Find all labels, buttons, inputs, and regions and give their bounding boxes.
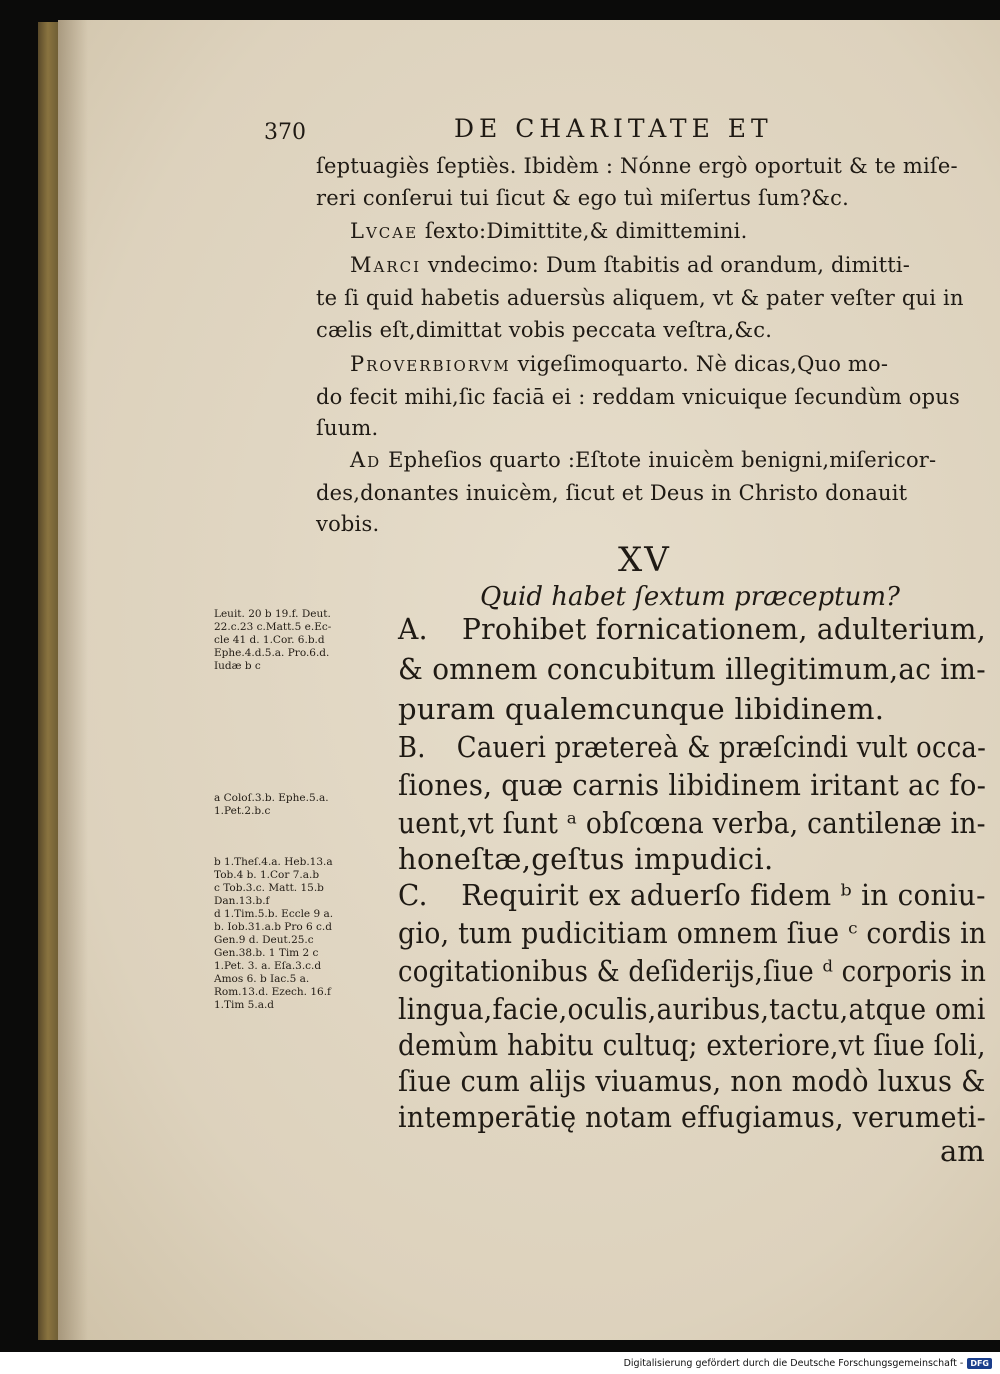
gutter-shadow — [58, 20, 88, 1340]
answer-line: gio, tum pudicitiam omnem ſiue ᶜ cordis in — [398, 916, 987, 950]
chapter-number: XV — [618, 540, 671, 580]
footer-credit-text: Digitalisierung gefördert durch die Deutsche Forschungsgemeinschaft - — [623, 1358, 964, 1369]
body-line: ſeptuagiès ſeptiès. Ibidèm : Nónne ergò oportuit & te miſe- — [316, 154, 958, 178]
dfg-logo-icon: DFG — [967, 1358, 992, 1369]
body-line: do fecit mihi,ſic faciā ei : reddam vnicuique ſecundùm opus — [316, 385, 960, 409]
answer-line: A. Prohibet fornicationem, adulterium, — [398, 612, 986, 646]
footer-credit — [624, 1358, 992, 1369]
running-head: DE CHARITATE ET — [454, 114, 773, 143]
answer-line: ſiones, quæ carnis libidinem iritant ac fo- — [398, 768, 987, 802]
body-line: te ſi quid habetis aduersùs aliquem, vt & pater veſter qui in — [316, 286, 964, 310]
marginal-note: Leuit. 20 b 19.f. Deut. 22.c.23 c.Matt.5 e.Ec- cle 41 d. 1.Cor. 6.b.d Ephe.4.d.5.a. Pro.6.d. Iudæ b c — [214, 608, 332, 672]
chapter-question: Quid habet ſextum præceptum? — [480, 582, 900, 612]
body-line: des,donantes inuicèm, ſicut et Deus in Christo donauit — [316, 481, 908, 505]
body-line: vobis. — [316, 512, 380, 536]
answer-line: uent,vt ſunt ᵃ obſcœna verba, cantilenæ in- — [398, 806, 986, 840]
answer-line: B. Caueri prætereà & præſcindi vult occa- — [398, 730, 987, 764]
body-line: Ad Epheſios quarto :Eſtote inuicèm benigni,miſericor- — [350, 448, 937, 472]
answer-line: & omnem concubitum illegitimum,ac im- — [398, 652, 986, 686]
book-cover-edge — [38, 22, 60, 1340]
body-line: ſuum. — [316, 416, 379, 440]
answer-line: intemperātię notam effugiamus, verumeti- — [398, 1100, 986, 1134]
answer-line: puram qualemcunque libidinem. — [398, 692, 885, 726]
answer-line: demùm habitu cultuq; exteriore,vt ſiue ſoli, — [398, 1028, 986, 1062]
book-page — [58, 20, 1000, 1340]
body-line: Proverbiorvm vigeſimoquarto. Nè dicas,Quo mo- — [350, 352, 889, 376]
answer-line: C. Requirit ex aduerſo fidem ᵇ in coniu- — [398, 878, 986, 912]
marginal-note: a Coloſ.3.b. Ephe.5.a. 1.Pet.2.b.c — [214, 792, 329, 817]
body-line: cælis eſt,dimittat vobis peccata veſtra,&c. — [316, 318, 773, 342]
answer-line: lingua,facie,oculis,auribus,tactu,atque omi — [398, 992, 986, 1026]
body-line: Marci vndecimo: Dum ſtabitis ad orandum, dimitti- — [350, 253, 911, 277]
marginal-note: b 1.Theſ.4.a. Heb.13.a Tob.4 b. 1.Cor 7.a.b c Tob.3.c. Matt. 15.b Dan.13.b.f d 1.Tim.5.b. Eccle 9 a. b. Iob.31.a.b Pro 6 c.d Gen.9 d. Deut.25.c Gen.38.b. 1 Tim 2 c 1.Pet. 3. a. Eſa.3.c.d Amos 6. b Iac.5 a. Rom.13.d. Ezech. 16.f 1.Tim 5.a.d — [214, 856, 334, 1011]
answer-line: ſiue cum alijs viuamus, non modò luxus & — [398, 1064, 986, 1098]
body-line: Lvcae ſexto:Dimittite,& dimittemini. — [350, 219, 748, 243]
answer-line: cogitationibus & deſiderijs,ſiue ᵈ corporis in — [398, 954, 987, 988]
catchword: am — [940, 1134, 985, 1168]
answer-line: honeſtæ,geſtus impudici. — [398, 842, 774, 876]
body-line: reri conſerui tui ſicut & ego tuì miſertus ſum?&c. — [316, 186, 850, 210]
page-number: 370 — [264, 120, 306, 145]
